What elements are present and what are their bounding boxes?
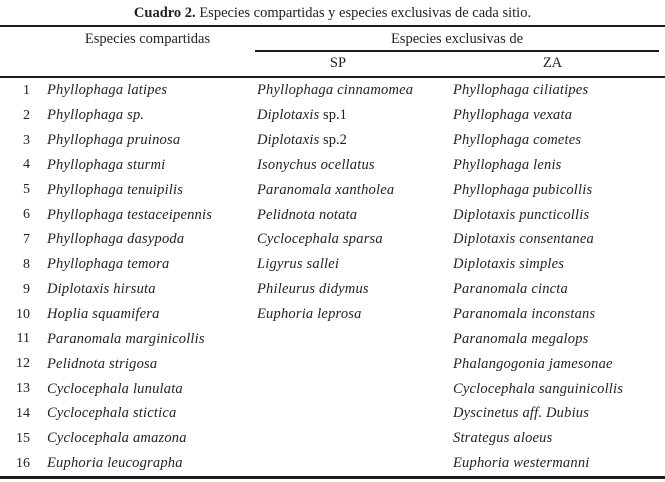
shared-species-cell xyxy=(30,157,257,174)
row-number: 2 xyxy=(23,107,30,123)
table-row xyxy=(0,377,665,402)
row-number: 16 xyxy=(16,455,30,471)
shared-species-cell xyxy=(30,107,257,124)
species-name-italic: Phalangogonia jamesonae xyxy=(453,355,613,372)
shared-species-cell xyxy=(30,306,257,323)
table-row xyxy=(0,277,665,302)
za-species-cell xyxy=(453,455,665,472)
table-row xyxy=(0,451,665,476)
species-name-italic: Dyscinetus aff. Dubius xyxy=(453,405,590,422)
species-name-italic: Phyllophaga sp. xyxy=(47,107,145,124)
table-body xyxy=(0,79,665,477)
rule-exclusive-underline xyxy=(255,50,659,52)
species-name-italic: Cyclocephala amazona xyxy=(47,430,187,447)
table-row xyxy=(0,203,665,228)
za-species-cell xyxy=(453,132,665,149)
sp-species-cell xyxy=(257,182,453,199)
species-name-italic: Phyllophaga temora xyxy=(47,256,170,273)
sp-species-cell xyxy=(257,157,453,174)
species-name-roman: sp.2 xyxy=(319,132,347,149)
row-number: 5 xyxy=(23,182,30,198)
za-species-cell xyxy=(453,231,665,248)
sp-species-cell xyxy=(257,256,453,273)
row-number: 7 xyxy=(23,231,30,247)
species-name-italic: Phyllophaga ciliatipes xyxy=(453,82,589,99)
table-row xyxy=(0,401,665,426)
species-name-italic: Phyllophaga testaceipennis xyxy=(47,206,213,223)
column-header-site-za: ZA xyxy=(542,55,563,71)
species-name-italic: Diplotaxis xyxy=(257,107,320,124)
species-name-italic: Paranomala inconstans xyxy=(453,306,596,323)
za-species-cell xyxy=(453,207,665,224)
table-row xyxy=(0,327,665,352)
za-species-cell xyxy=(453,82,665,99)
table-row xyxy=(0,103,665,128)
species-name-italic: Diplotaxis puncticollis xyxy=(453,206,590,223)
za-species-cell xyxy=(453,256,665,273)
za-species-cell xyxy=(453,281,665,298)
table-row xyxy=(0,128,665,153)
species-name-italic: Phileurus didymus xyxy=(257,281,369,298)
species-name-italic: Pelidnota notata xyxy=(257,206,358,223)
table-row xyxy=(0,79,665,104)
row-number: 6 xyxy=(23,207,30,223)
species-name-italic: Diplotaxis hirsuta xyxy=(47,281,156,298)
row-number: 14 xyxy=(16,405,30,421)
rule-top xyxy=(0,25,665,27)
species-name-italic: Phyllophaga pruinosa xyxy=(47,132,181,149)
za-species-cell xyxy=(453,182,665,199)
species-name-italic: Phyllophaga cometes xyxy=(453,132,582,149)
column-header-shared: Especies compartidas xyxy=(84,31,211,47)
species-name-italic: Phyllophaga sturmi xyxy=(47,156,166,173)
sp-species-cell xyxy=(257,281,453,298)
sp-species-cell xyxy=(257,306,453,323)
species-name-italic: Strategus aloeus xyxy=(453,430,553,447)
row-number: 11 xyxy=(16,331,30,347)
shared-species-cell xyxy=(30,381,257,398)
table-row xyxy=(0,302,665,327)
species-name-italic: Ligyrus sallei xyxy=(257,256,340,273)
species-name-italic: Phyllophaga cinnamomea xyxy=(257,82,414,99)
row-number: 8 xyxy=(23,256,30,272)
species-name-italic: Phyllophaga pubicollis xyxy=(453,181,593,198)
za-species-cell xyxy=(453,430,665,447)
species-name-italic: Phyllophaga lenis xyxy=(453,156,562,173)
sp-species-cell xyxy=(257,207,453,224)
row-number: 3 xyxy=(23,132,30,148)
shared-species-cell xyxy=(30,82,257,99)
row-number: 13 xyxy=(16,381,30,397)
species-name-italic: Euphoria leprosa xyxy=(257,306,362,323)
table-title-text: Especies compartidas y especies exclusivas de cada sitio. xyxy=(195,5,532,21)
shared-species-cell xyxy=(30,132,257,149)
species-name-italic: Phyllophaga latipes xyxy=(47,82,168,99)
za-species-cell xyxy=(453,356,665,373)
table-row xyxy=(0,153,665,178)
sp-species-cell xyxy=(257,82,453,99)
za-species-cell xyxy=(453,381,665,398)
species-name-italic: Paranomala xantholea xyxy=(257,181,395,198)
shared-species-cell xyxy=(30,430,257,447)
shared-species-cell xyxy=(30,256,257,273)
column-header-site-sp: SP xyxy=(329,55,347,71)
sp-species-cell xyxy=(257,107,453,124)
species-name-italic: Pelidnota strigosa xyxy=(47,355,158,372)
table-row xyxy=(0,426,665,451)
za-species-cell xyxy=(453,331,665,348)
table-row xyxy=(0,252,665,277)
shared-species-cell xyxy=(30,331,257,348)
shared-species-cell xyxy=(30,182,257,199)
table-row xyxy=(0,228,665,253)
species-name-italic: Cyclocephala sanguinicollis xyxy=(453,380,624,397)
species-name-italic: Diplotaxis consentanea xyxy=(453,231,594,248)
za-species-cell xyxy=(453,405,665,422)
species-name-italic: Paranomala megalops xyxy=(453,330,589,347)
table-title xyxy=(0,3,665,24)
species-name-italic: Phyllophaga vexata xyxy=(453,107,573,124)
species-name-italic: Euphoria leucographa xyxy=(47,455,183,472)
za-species-cell xyxy=(453,157,665,174)
table-row xyxy=(0,178,665,203)
row-number: 15 xyxy=(16,430,30,446)
species-name-italic: Paranomala marginicollis xyxy=(47,330,205,347)
row-number: 10 xyxy=(16,306,30,322)
species-name-italic: Cyclocephala sparsa xyxy=(257,231,383,248)
row-number: 12 xyxy=(16,356,30,372)
za-species-cell xyxy=(453,107,665,124)
species-name-italic: Diplotaxis xyxy=(257,132,320,149)
row-number: 9 xyxy=(23,281,30,297)
column-header-exclusive: Especies exclusivas de xyxy=(390,31,524,47)
species-name-italic: Isonychus ocellatus xyxy=(257,156,375,173)
table-title-label: Cuadro 2. xyxy=(133,5,196,21)
row-number: 1 xyxy=(23,82,30,98)
species-name-italic: Paranomala cincta xyxy=(453,281,568,298)
species-name-italic: Cyclocephala lunulata xyxy=(47,380,183,397)
species-name-italic: Diplotaxis simples xyxy=(453,256,565,273)
shared-species-cell xyxy=(30,356,257,373)
sp-species-cell xyxy=(257,231,453,248)
species-name-italic: Phyllophaga tenuipilis xyxy=(47,181,184,198)
species-name-italic: Cyclocephala stictica xyxy=(47,405,177,422)
shared-species-cell xyxy=(30,207,257,224)
shared-species-cell xyxy=(30,231,257,248)
shared-species-cell xyxy=(30,281,257,298)
shared-species-cell xyxy=(30,405,257,422)
row-number: 4 xyxy=(23,157,30,173)
species-name-italic: Phyllophaga dasypoda xyxy=(47,231,185,248)
species-name-roman: sp.1 xyxy=(319,107,347,124)
za-species-cell xyxy=(453,306,665,323)
species-name-italic: Euphoria westermanni xyxy=(453,455,590,472)
shared-species-cell xyxy=(30,455,257,472)
rule-bottom xyxy=(0,476,665,479)
sp-species-cell xyxy=(257,132,453,149)
species-name-italic: Hoplia squamifera xyxy=(47,306,160,323)
table-row xyxy=(0,352,665,377)
